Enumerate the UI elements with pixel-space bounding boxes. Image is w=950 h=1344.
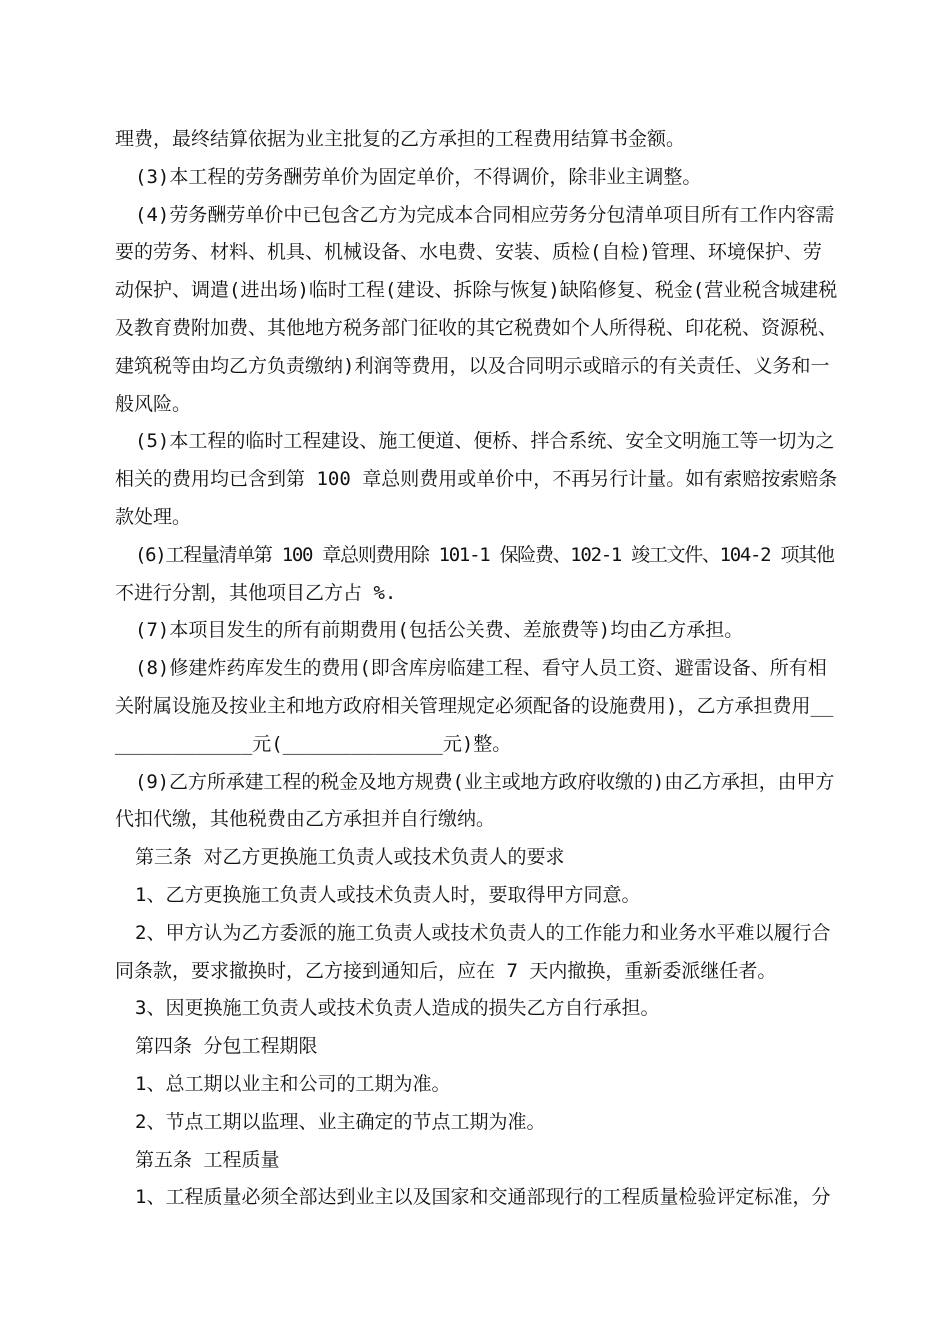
text-line: ____________元(______________元)整。: [115, 732, 512, 755]
text-line: 3、因更换施工负责人或技术负责人造成的损失乙方自行承担。: [135, 997, 660, 1020]
text-line: 1、总工期以业主和公司的工期为准。: [135, 1072, 451, 1095]
text-line: (6)工程量清单第 100 章总则费用除 101-1 保险费、102-1 竣工文件、104-2 项其他: [135, 543, 834, 566]
text-line: 关附属设施及按业主和地方政府相关管理规定必须配备的设施费用)，乙方承担费用__: [115, 694, 834, 717]
text-line: 第三条 对乙方更换施工负责人或技术负责人的要求: [135, 846, 565, 869]
text-line: 理费，最终结算依据为业主批复的乙方承担的工程费用结算书金额。: [115, 128, 686, 150]
text-line: 2、节点工期以监理、业主确定的节点工期为准。: [135, 1110, 546, 1133]
document-body: [115, 121, 837, 1217]
text-line: 第五条 工程质量: [135, 1148, 280, 1171]
text-line: 要的劳务、材料、机具、机械设备、水电费、安装、质检(自检)管理、环境保护、劳: [115, 241, 822, 264]
text-line: 1、乙方更换施工负责人或技术负责人时，要取得甲方同意。: [135, 883, 641, 906]
text-line: 建筑税等由均乙方负责缴纳)利润等费用，以及合同明示或暗示的有关责任、义务和一: [115, 354, 830, 377]
text-line: (3)本工程的劳务酬劳单价为固定单价，不得调价，除非业主调整。: [135, 165, 702, 188]
text-line: 般风险。: [115, 392, 192, 415]
text-line: 代扣代缴，其他税费由乙方承担并自行缴纳。: [115, 808, 496, 831]
text-line: 动保护、调遣(进出场)临时工程(建设、拆除与恢复)缺陷修复、税金(营业税含城建税: [115, 279, 838, 302]
text-line: (7)本项目发生的所有前期费用(包括公关费、差旅费等)均由乙方承担。: [135, 619, 744, 642]
text-line: (8)修建炸药库发生的费用(即含库房临建工程、看守人员工资、避雷设备、所有相: [135, 657, 827, 680]
text-line: (5)本工程的临时工程建设、施工便道、便桥、拌合系统、安全文明施工等一切为之: [135, 430, 835, 453]
text-line: 第四条 分包工程期限: [135, 1035, 318, 1058]
text-line: 1、工程质量必须全部达到业主以及国家和交通部现行的工程质量检验评定标准，分: [135, 1186, 831, 1209]
text-line: 2、甲方认为乙方委派的施工负责人或技术负责人的工作能力和业务水平难以履行合: [135, 921, 831, 944]
text-line: 同条款，要求撤换时，乙方接到通知后，应在 7 天内撤换，重新委派继任者。: [115, 959, 777, 982]
text-line: 相关的费用均已含到第 100 章总则费用或单价中，不再另行计量。如有索赔按索赔条: [115, 468, 838, 491]
text-line: (4)劳务酬劳单价中已包含乙方为完成本合同相应劳务分包清单项目所有工作内容需: [135, 203, 835, 226]
text-line: 及教育费附加费、其他地方税务部门征收的其它税费如个人所得税、印花税、资源税、: [115, 316, 838, 339]
text-line: (9)乙方所承建工程的税金及地方规费(业主或地方政府收缴的)由乙方承担，由甲方: [135, 770, 835, 793]
text-line: 不进行分割，其他项目乙方占 %.: [115, 581, 397, 604]
text-line: 款处理。: [115, 505, 192, 528]
